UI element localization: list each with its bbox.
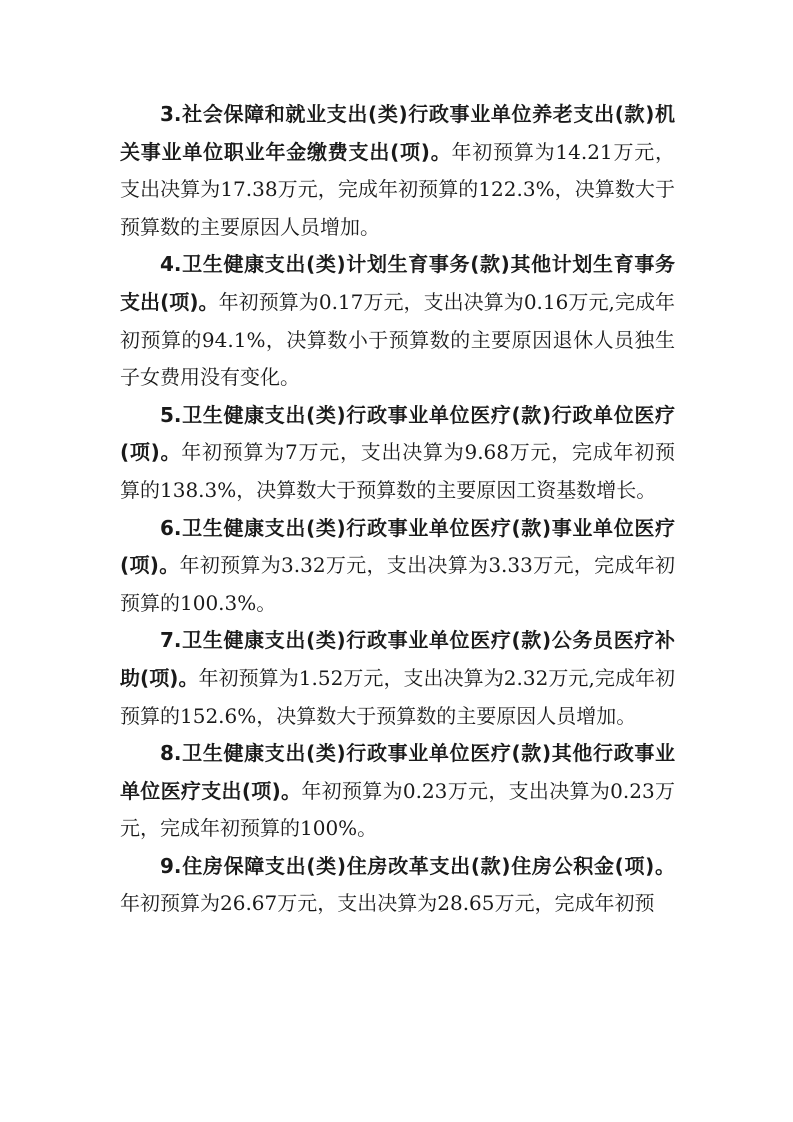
- paragraph-heading: 7.卫生健康支出(类)行政事业单位医疗(款)公务员医疗补助(项)。: [120, 628, 675, 690]
- paragraph-heading: 5.卫生健康支出(类)行政事业单位医疗(款)行政单位医疗(项)。: [120, 402, 675, 465]
- paragraph-heading: 6.卫生健康支出(类)行政事业单位医疗(款)事业单位医疗(项)。: [120, 515, 675, 578]
- paragraph-item-8: [120, 735, 675, 848]
- document-body: [120, 96, 675, 923]
- paragraph-text: 年初预算为26.67万元，支出决算为28.65万元，完成年初预: [120, 891, 655, 916]
- paragraph-item-6: [120, 510, 675, 623]
- paragraph-heading: 8.卫生健康支出(类)行政事业单位医疗(款)其他行政事业单位医疗支出(项)。: [120, 741, 675, 803]
- paragraph-heading: 3.社会保障和就业支出(类)行政事业单位养老支出(款)机关事业单位职业年金缴费支出(项)。: [120, 102, 675, 164]
- paragraph-text: 年初预算为14.21万元，支出决算为17.38万元，完成年初预算的122.3%，决算数大于预算数的主要原因人员增加。: [120, 139, 675, 239]
- paragraph-text: 年初预算为0.23万元，支出决算为0.23万元，完成年初预算的100%。: [120, 778, 675, 841]
- paragraph-heading: 9.住房保障支出(类)住房改革支出(款)住房公积金(项)。: [160, 853, 675, 878]
- paragraph-text: 年初预算为7万元，支出决算为9.68万元，完成年初预算的138.3%，决算数大于预算数的主要原因工资基数增长。: [120, 440, 675, 502]
- paragraph-text: 年初预算为1.52万元，支出决算为2.32万元,完成年初预算的152.6%，决算数大于预算数的主要原因人员增加。: [120, 665, 675, 728]
- paragraph-item-5: [120, 397, 675, 510]
- paragraph-item-3: [120, 96, 675, 246]
- paragraph-heading: 4.卫生健康支出(类)计划生育事务(款)其他计划生育事务支出(项)。: [120, 252, 675, 314]
- paragraph-item-7: [120, 622, 675, 735]
- paragraph-item-4: [120, 246, 675, 396]
- paragraph-text: 年初预算为0.17万元，支出决算为0.16万元,完成年初预算的94.1%，决算数小于预算数的主要原因退休人员独生子女费用没有变化。: [120, 289, 676, 390]
- paragraph-item-9: [120, 848, 675, 923]
- paragraph-text: 年初预算为3.32万元，支出决算为3.33万元，完成年初预算的100.3%。: [120, 553, 676, 615]
